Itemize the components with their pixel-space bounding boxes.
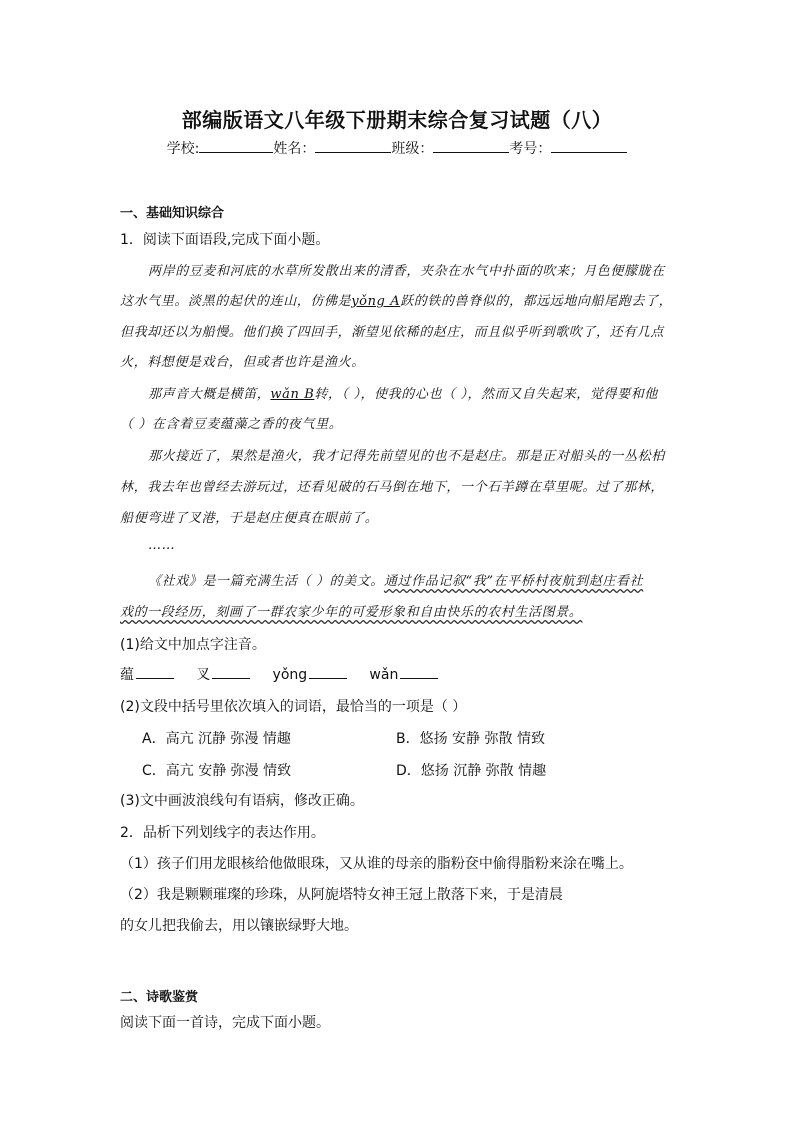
pinyin-blank-b: wǎn B: [270, 387, 315, 402]
char-label: wǎn: [369, 667, 399, 683]
student-info-line: [0, 138, 794, 158]
question-2-item-2-line2: 的女儿把我偷去，用以镶嵌绿野大地。: [120, 918, 358, 934]
pinyin-blank-a: yǒng A: [351, 294, 401, 309]
char-label: 蕴: [120, 667, 134, 683]
number-label: 考号：: [509, 141, 552, 157]
page-title: 部编版语文八年级下册期末综合复习试题（八）: [181, 108, 613, 132]
passage-p4-line1: [148, 570, 643, 589]
passage-p3-line2: 林，我去年也曾经去游玩过，还看见破的石马倒在地下，一个石羊蹲在草里呢。过了那林，: [120, 480, 665, 495]
section2-intro: 阅读下面一首诗，完成下面小题。: [120, 1015, 330, 1031]
char-label: 叉: [196, 667, 211, 683]
class-blank[interactable]: [433, 138, 509, 153]
option-d[interactable]: D．悠扬 沉静 弥散 情趣: [396, 763, 547, 779]
question-2-item-2-line1: （2）我是颗颗璀璨的珍珠，从阿旎塔特女神王冠上散落下来，于是清晨: [120, 887, 563, 903]
passage-text: 跃的铁的兽脊似的，都远远地向船尾跑去了，: [400, 294, 673, 309]
passage-ellipsis: ……: [148, 538, 176, 553]
passage-p1-line4: 火，料想便是戏台，但或者也许是渔火。: [120, 355, 365, 370]
wavy-sentence-part1: 通过作品记叙“我”在平桥村夜航到赵庄看社: [383, 574, 644, 589]
option-a[interactable]: A．高亢 沉静 弥漫 情趣: [142, 731, 291, 747]
passage-text: 这水气里。淡黑的起伏的连山，仿佛是: [120, 294, 352, 309]
passage-text: 《社戏》是一篇充满生活（ ）的美文。: [148, 574, 384, 589]
passage-p1-line2: [120, 290, 672, 309]
passage-p2-line1: [148, 383, 658, 402]
sub-question-1: (1)给文中加点字注音。: [120, 637, 266, 653]
section1-heading: 一、基础知识综合: [120, 206, 225, 221]
answer-blank[interactable]: [136, 664, 174, 679]
option-c[interactable]: C．高亢 安静 弥漫 情致: [142, 763, 292, 779]
question-2: 2．品析下列划线字的表达作用。: [120, 825, 325, 841]
class-label: 班级：: [391, 141, 434, 157]
pinyin-answer-line: [120, 664, 438, 684]
answer-blank[interactable]: [309, 664, 347, 679]
passage-p4-line2: [120, 601, 582, 620]
section2-heading: 二、诗歌鉴赏: [120, 990, 199, 1005]
name-label: 姓名：: [273, 141, 316, 157]
name-blank[interactable]: [315, 138, 391, 153]
answer-blank[interactable]: [400, 664, 438, 679]
passage-p3-line1: 那火接近了，果然是渔火，我才记得先前望见的也不是赵庄。那是正对船头的一丛松柏: [148, 449, 665, 464]
option-b[interactable]: B．悠扬 安静 弥散 情致: [396, 731, 545, 747]
passage-p1-line1: 两岸的豆麦和河底的水草所发散出来的清香，夹杂在水气中扑面的吹来；月色便朦胧在: [148, 264, 665, 279]
passage-p2-line2: （ ）在含着豆麦蕴藻之香的夜气里。: [120, 417, 343, 432]
wavy-sentence-part2: 戏的一段经历，刻画了一群农家少年的可爱形象和自由快乐的农村生活图景。: [120, 605, 583, 620]
sub-question-2: (2)文段中括号里依次填入的词语，最恰当的一项是（ ）: [120, 699, 467, 715]
school-blank[interactable]: [199, 138, 273, 153]
answer-blank[interactable]: [212, 664, 250, 679]
question-2-item-1: （1）孩子们用龙眼核给他做眼珠，又从谁的母亲的脂粉奁中偷得脂粉来涂在嘴上。: [120, 856, 633, 872]
sub-question-3: (3)文中画波浪线句有语病，修改正确。: [120, 793, 364, 809]
passage-p3-line3: 船便弯进了叉港，于是赵庄便真在眼前了。: [120, 511, 379, 526]
number-blank[interactable]: [551, 138, 627, 153]
school-label: 学校:: [166, 141, 200, 157]
question-1: 1．阅读下面语段,完成下面小题。: [120, 232, 330, 248]
passage-text: 那声音大概是横笛，: [148, 387, 271, 402]
passage-text: 转，（ ），使我的心也（ ），然而又自失起来，觉得要和他: [314, 387, 658, 402]
char-label: yǒng: [272, 667, 308, 683]
passage-p1-line3: 但我却还以为船慢。他们换了四回手，渐望见依稀的赵庄，而且似乎听到歌吹了，还有几点: [120, 325, 665, 340]
